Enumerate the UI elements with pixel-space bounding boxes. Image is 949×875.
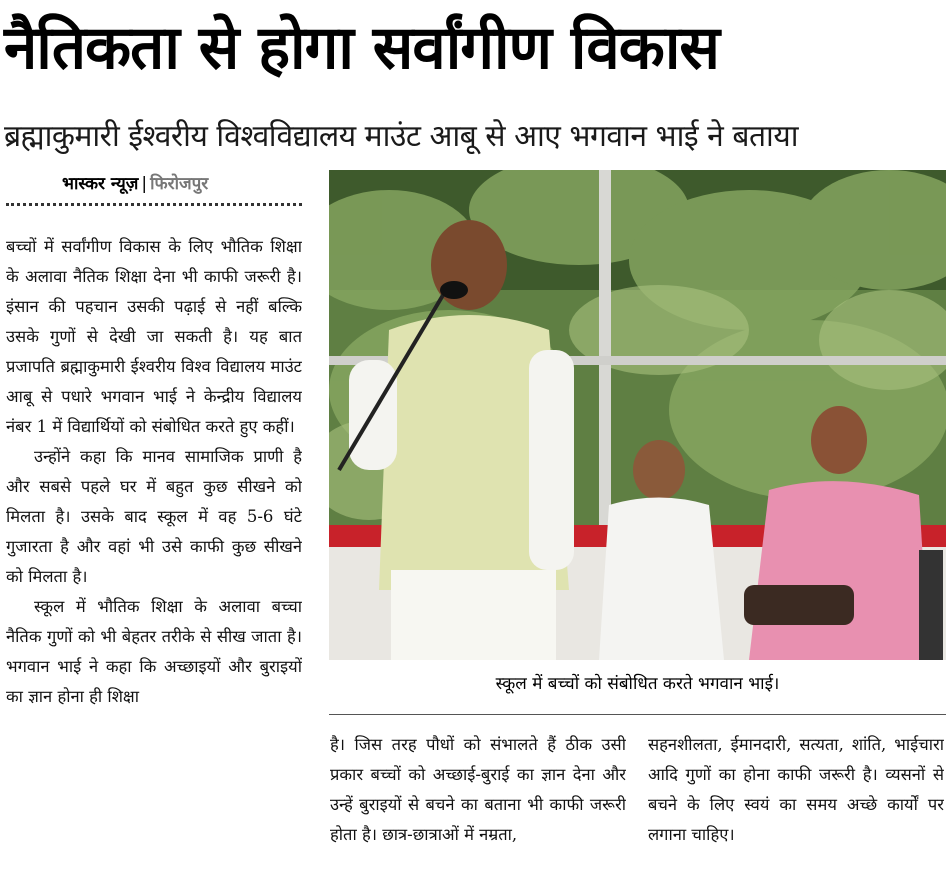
paragraph: स्कूल में भौतिक शिक्षा के अलावा बच्चा नैतिक गुणों को भी बेहतर तरीके से सीख जाता है। भगवान भाई ने कहा कि अच्छाइयों और बुराइयों का ज्ञान होना ही शिक्षा [6,597,302,706]
article-column-2 [330,730,626,875]
caption-divider [329,714,946,715]
paragraph: सहनशीलता, ईमानदारी, सत्यता, शांति, भाईचारा आदि गुणों का होना काफी जरूरी है। व्यसनों से बचने के लिए स्वयं का समय अच्छे कार्यों पर लगाना चाहिए। [648,735,944,844]
headline: नैतिकता से होगा सर्वांगीण विकास [4,13,719,83]
news-photo [329,170,946,660]
photo-illustration [329,170,946,660]
article-column-3 [648,730,944,875]
paragraph: बच्चों में सर्वांगीण विकास के लिए भौतिक शिक्षा के अलावा नैतिक शिक्षा देना भी काफी जरूरी है। इंसान की पहचान उसकी पढ़ाई से नहीं बल्कि उसके गुणों से देखी जा सकती है। यह बात प्रजापति ब्रह्माकुमारी ईश्वरीय विश्व विद्यालय माउंट आबू से पधारे भगवान भाई ने केन्द्रीय विद्यालय नंबर 1 में विद्यार्थियों को संबोधित करते हुए कहीं। [6,237,302,436]
paragraph: उन्होंने कहा कि मानव सामाजिक प्राणी है और सबसे पहले घर में बहुत कुछ सीखने को मिलता है। उसके बाद स्कूल में वह 5-6 घंटे गुजारता है और वहां भी उसे काफी कुछ सीखने को मिलता है। [6,447,302,586]
news-location: फिरोजपुर [150,174,209,194]
dotted-divider [6,203,302,206]
paragraph: है। जिस तरह पौधों को संभालते हैं ठीक उसी प्रकार बच्चों को अच्छाई-बुराई का ज्ञान देना और उन्हें बुराइयों से बचने का बताना भी काफी जरूरी होता है। छात्र-छात्राओं में नम्रता, [330,735,626,844]
article-column-1 [6,232,302,875]
photo-caption: स्कूल में बच्चों को संबोधित करते भगवान भाई। [495,674,780,694]
subheadline: ब्रह्माकुमारी ईश्वरीय विश्वविद्यालय माउंट आबू से आए भगवान भाई ने बताया [4,119,799,154]
dateline [62,170,208,198]
news-source: भास्कर न्यूज़ [62,174,139,194]
dateline-separator: | [141,174,148,194]
